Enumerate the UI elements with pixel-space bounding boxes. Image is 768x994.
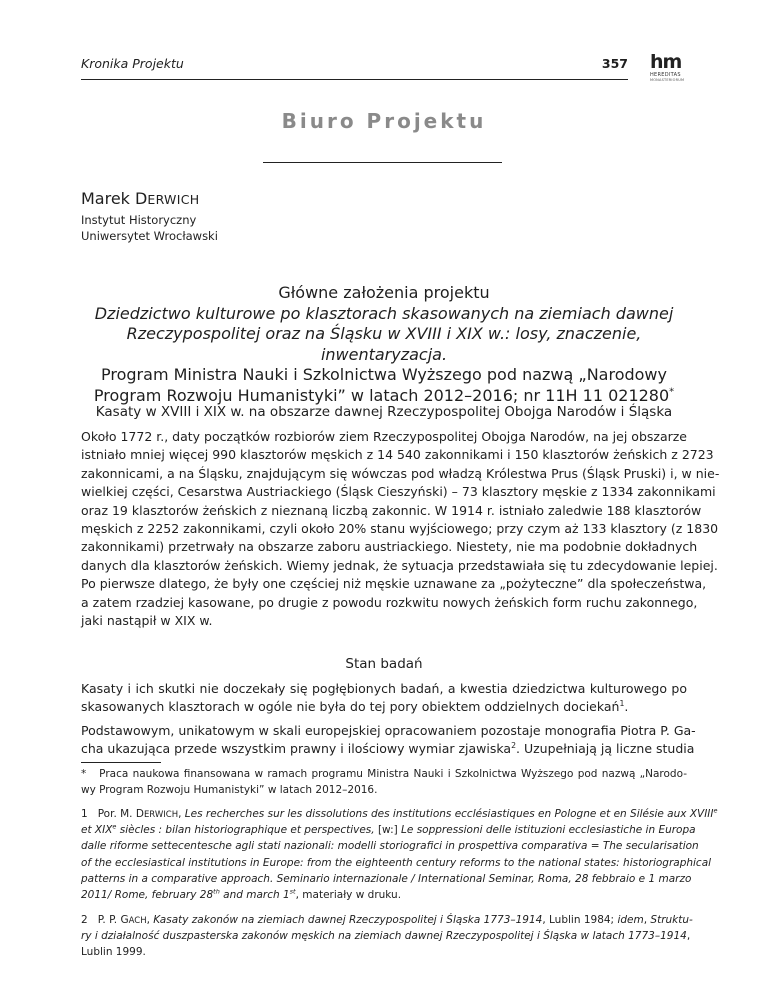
logo-line-2: MONASTERIORUM	[650, 78, 685, 82]
author-name	[81, 189, 199, 208]
footnote-line: dalle riforme settecentesche agli stati nazionali: modelli storiografici in prospettiva comparativa = The secularisation	[81, 840, 699, 853]
footnote-text: [w:]	[374, 824, 402, 837]
footnote-line	[81, 928, 691, 944]
paragraph-line: jaki nastąpił w XIX w.	[81, 612, 213, 628]
footnote-author-smallcaps: ERWICH	[143, 810, 179, 820]
footnote-marker: *	[81, 768, 87, 780]
footnote-marker: 2	[81, 914, 88, 926]
footnote-sup: st	[289, 887, 296, 896]
paragraph-line: Około 1772 r., daty początków rozbiorów ziem Rzeczypospolitej Obojga Narodów, na jej obszarze	[81, 429, 687, 444]
footnote-title: 2011/ Rome, february 28	[81, 888, 214, 901]
footnote-text: ,	[643, 914, 651, 926]
footnote-text: , Lublin 1984;	[542, 914, 618, 926]
title-line-2: Dziedzictwo kulturowe po klasztorach skasowanych na ziemiach dawnej	[94, 303, 674, 323]
footnote-title: Le soppressioni delle istituzioni ecclesiastiche in Europa	[401, 824, 696, 837]
footnote-1	[81, 806, 718, 903]
paragraph-kasaty	[81, 428, 720, 630]
footnote-text: Por. M. D	[97, 808, 144, 820]
paragraph-line: a zatem rzadziej kasowane, po drugie z powodu rozkwitu nowych żeńskich form ruchu zakonnego,	[81, 594, 698, 610]
footnote-line	[81, 766, 687, 782]
title-footnote-marker[interactable]: *	[669, 386, 675, 398]
paragraph-line: Kasaty i ich skutki nie doczekały się pogłębionych badań, a kwestia dziedzictwa kulturowego po	[81, 681, 687, 696]
logo-line-1: HEREDITAS	[650, 72, 681, 78]
section-heading-kasaty: Kasaty w XVIII i XIX w. na obszarze dawnej Rzeczypospolitej Obojga Narodów i Śląska	[95, 404, 673, 420]
author-last-initial: D	[135, 189, 148, 208]
author-last-rest: ERWICH	[147, 192, 200, 207]
article-title	[81, 283, 687, 406]
header-rule	[81, 79, 628, 80]
footnote-sup: e	[713, 806, 718, 815]
title-line-5	[81, 386, 687, 407]
footnote-title: idem	[617, 914, 644, 926]
page-number: 357	[601, 56, 628, 71]
journal-section-name: Kronika Projektu	[81, 56, 184, 71]
section-heading-stan-badan: Stan badań	[345, 656, 423, 672]
footnote-title: siècles : bilan historiographique et perspectives,	[119, 824, 375, 837]
footnote-title: Les recherches sur les dissolutions des institutions ecclésiastiques en Pologne et en Silésie aux XVIII	[184, 808, 714, 820]
footnote-sup: th	[213, 887, 220, 896]
footnote-line	[81, 887, 687, 903]
affiliation-line-2: Uniwersytet Wrocławski	[81, 229, 218, 243]
footnote-line	[81, 822, 696, 838]
paragraph-line: Po pierwsze dlatego, że były one częściej niż męskie uznawane za „pożyteczne” dla społeczeństwa,	[81, 576, 707, 592]
paragraph-line: danych dla klasztorów żeńskich. Wiemy jednak, że sytuacja przedstawiała się tu zdecydowanie lepiej.	[81, 557, 718, 573]
title-rule	[263, 162, 502, 163]
footnote-ref-1[interactable]: 1	[619, 699, 625, 709]
footnote-line: 2 P. P. GACH, Kasaty zakonów na ziemiach dawnej Rzeczypospolitej i Śląska 1773–1914, Lublin 1984; idem, Struktu-	[81, 914, 693, 926]
paragraph-line	[81, 740, 695, 758]
title-line-4: Program Ministra Nauki i Szkolnictwa Wyższego pod nazwą „Narodowy	[101, 365, 667, 384]
footnote-title: ry i działalność duszpasterska zakonów męskich na ziemiach dawnej Rzeczypospolitej i Śląska w latach 1773–1914	[81, 930, 687, 943]
footnote-ref-2[interactable]: 2	[511, 741, 516, 751]
paragraph-line: oraz 19 klasztorów żeńskich z nieznaną liczbą zakonnic. W 1914 r. istniało zaledwie 188 klasztorów	[81, 502, 702, 518]
paragraph-line-text: skasowanych klasztorach w ogóle nie była do tej pory obiektem oddzielnych dociekań	[81, 699, 620, 715]
paragraph-stan-badan-1	[81, 680, 687, 717]
footnote-sup: e	[112, 822, 117, 831]
footnote-line: 1 Por. M. DERWICH, Les recherches sur les dissolutions des institutions ecclésiastiques en Pologne et en Silésie aux XVIIIe	[81, 806, 718, 820]
title-line-1: Główne założenia projektu	[278, 283, 490, 302]
paragraph-stan-badan-2	[81, 722, 696, 759]
footnote-text: P. P. G	[97, 914, 129, 926]
paragraph-line: zakonnikami) przetrwały na obszarze zaboru austriackiego. Niestety, nie ma podobnie dokładnych	[81, 539, 698, 555]
hereditas-monasteriorum-logo	[650, 52, 696, 92]
footnote-star	[81, 766, 687, 798]
section-title: Biuro Projektu	[281, 109, 487, 133]
footnote-marker: 1	[81, 808, 88, 820]
title-line-5-text: Program Rozwoju Humanistyki” w latach 2012–2016; nr 11H 11 021280	[93, 385, 670, 405]
paragraph-line-text: cha ukazująca przede wszystkim prawny i ilościowy wymiar zjawiska	[81, 741, 512, 757]
footnote-rule	[81, 762, 161, 763]
footnote-2	[81, 912, 693, 961]
footnote-line: wy Program Rozwoju Humanistyki” w latach 2012–2016.	[81, 784, 378, 797]
footnote-title: and march 1	[219, 888, 290, 901]
footnote-text: ,	[686, 930, 691, 943]
footnote-line: of the ecclesiastical institutions in Europe: from the eighteenth century reforms to the national states: historiographical	[81, 856, 712, 869]
footnote-title: Kasaty zakonów na ziemiach dawnej Rzeczypospolitej i Śląska 1773–1914	[153, 914, 543, 926]
footnote-text: , materiały w druku.	[295, 888, 402, 901]
footnote-title: et XIX	[81, 824, 113, 837]
paragraph-line: zakonnicami, a na Śląsku, znajdującym się wówczas pod władzą Królestwa Prus (Śląsk Pruski) i, w nie-	[81, 465, 720, 481]
paragraph-line: Podstawowym, unikatowym w skali europejskiej opracowaniem pozostaje monografia Piotra P. Ga-	[81, 723, 696, 738]
paragraph-line: skasowanych klasztorach w ogóle nie była do tej pory obiektem oddzielnych dociekań$^1$.	[81, 699, 629, 715]
footnote-line: patterns in a comparative approach. Seminario internazionale / International Seminar, Roma, 28 febbraio e 1 marzo	[81, 872, 692, 885]
title-line-3: Rzeczypospolitej oraz na Śląsku w XVIII i XIX w.: losy, znaczenie, inwentaryzacja.	[126, 324, 642, 364]
footnote-author-smallcaps: ACH	[128, 916, 147, 926]
footnote-line: Lublin 1999.	[81, 946, 146, 959]
logo-mark: hm	[650, 51, 682, 73]
paragraph-line-text: . Uzupełniają ją liczne studia	[516, 741, 695, 757]
paragraph-line: istniało mniej więcej 990 klasztorów męskich z 14 540 zakonnikami i 150 klasztorów żeńskich z 2723	[81, 447, 714, 463]
author-first-name: Marek	[81, 189, 130, 208]
affiliation-line-1: Instytut Historyczny	[81, 213, 197, 227]
footnote-text: Praca naukowa finansowana w ramach programu Ministra Nauki i Szkolnictwa Wyższego pod nazwą „Narodo-	[99, 768, 687, 780]
paragraph-line: męskich z 2252 zakonnikami, czyli około 20% stanu wyjściowego; przy czym aż 133 klasztory (z 1830	[81, 520, 719, 536]
paragraph-line: wielkiej części, Cesarstwa Austriackiego (Śląsk Cieszyński) – 73 klasztory męskie z 1334 zakonnikami	[81, 484, 716, 500]
author-last-name	[135, 189, 199, 208]
running-head	[81, 56, 628, 74]
footnote-title: Struktu-	[650, 914, 693, 926]
